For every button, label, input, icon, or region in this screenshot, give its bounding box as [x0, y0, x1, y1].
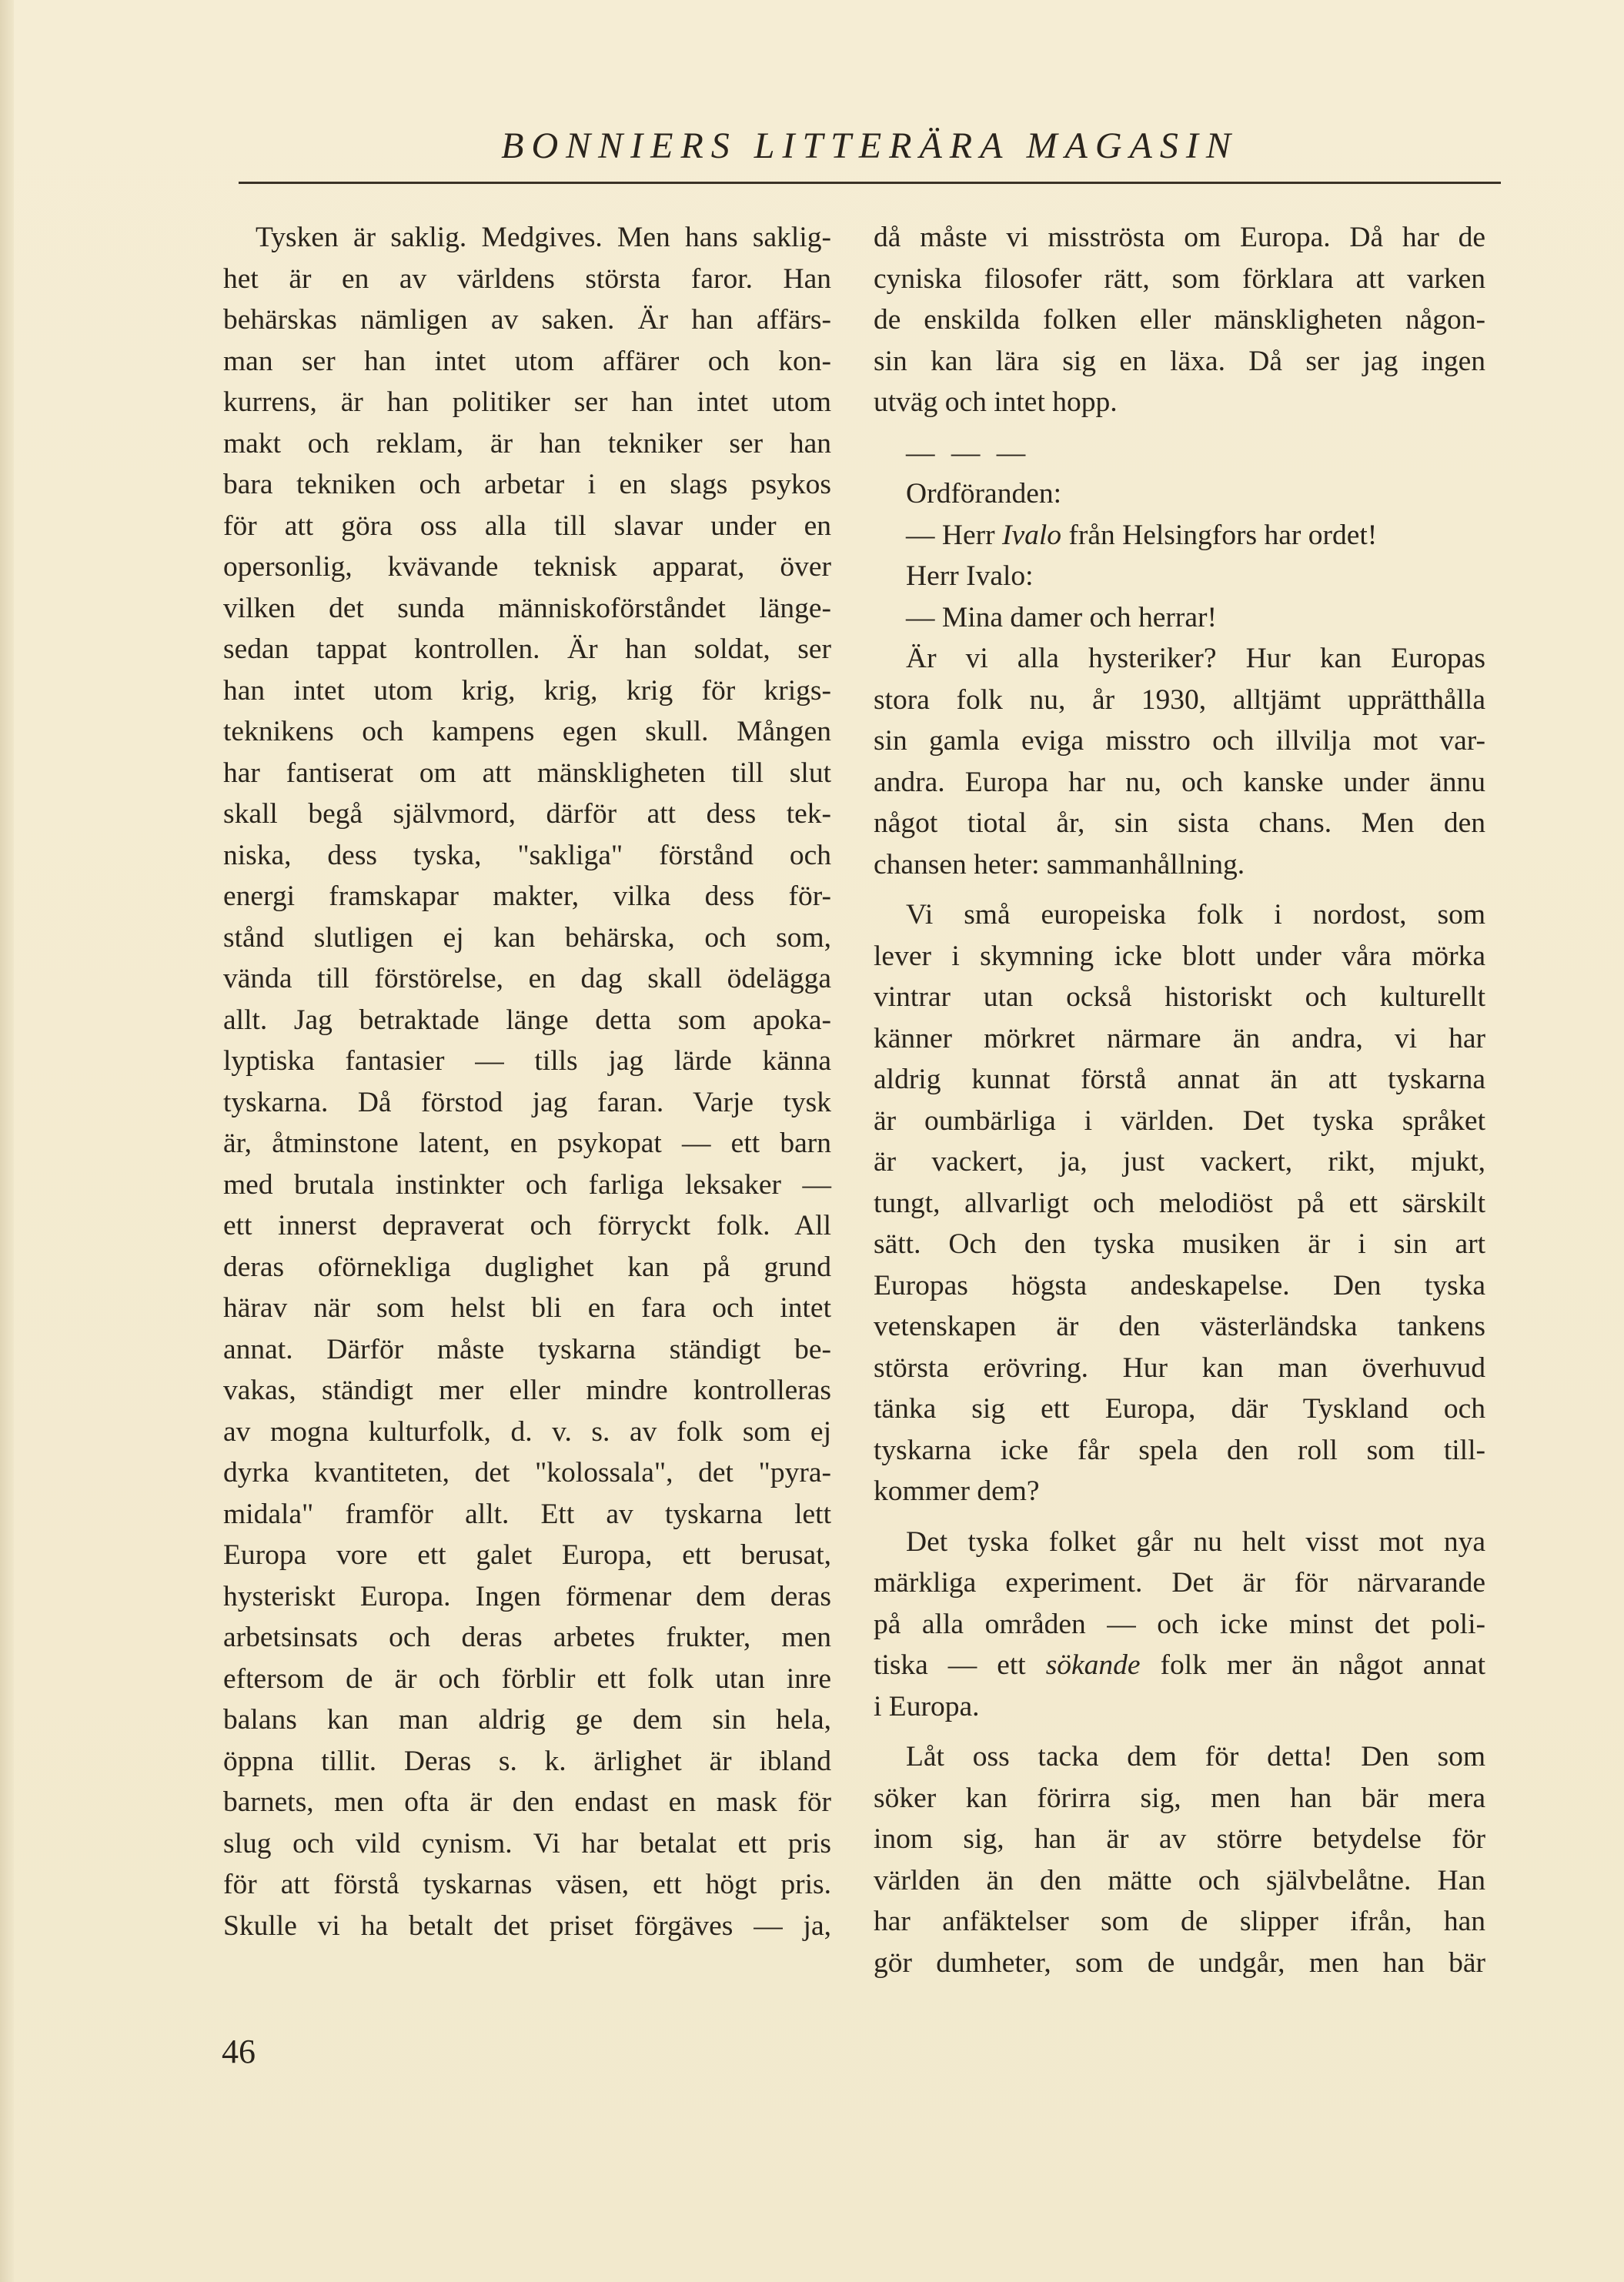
text-line: Europa vore ett galet Europa, ett berusat, [223, 1539, 831, 1571]
text-line: aldrig kunnat förstå annat än att tyskarna [874, 1064, 1485, 1095]
dash-separator: — — — [906, 436, 1031, 469]
paragraph-tacka [874, 1736, 1485, 1983]
text-line: största erövring. Hur kan man överhuvud [874, 1351, 1485, 1384]
text-line: balans kan man aldrig ge dem sin hela, [223, 1704, 831, 1736]
paragraph-continuation [874, 217, 1485, 423]
text-line: härav när som helst bli en fara och intet [223, 1292, 831, 1324]
text-line: stora folk nu, år 1930, alltjämt upprätthålla [874, 683, 1485, 716]
text-line: är vackert, ja, just vackert, rikt, mjukt, [874, 1146, 1485, 1178]
text-line: tungt, allvarligt och melodiöst på ett särskilt [874, 1187, 1485, 1219]
text-line: har anfäktelser som de slipper ifrån, han [874, 1906, 1485, 1937]
speaker-label-text: Herr Ivalo: [906, 560, 1034, 592]
text-line: vakas, ständigt mer eller mindre kontrolleras [223, 1375, 831, 1406]
speaker-greeting-text: — Mina damer och herrar! [906, 601, 1217, 633]
text-line: Är vi alla hysteriker? Hur kan Europas [906, 643, 1485, 674]
text-line: opersonlig, kvävande teknisk apparat, över [223, 551, 831, 583]
text-line: i Europa. [874, 1690, 980, 1722]
text-line: inom sig, han är av större betydelse för [874, 1823, 1485, 1855]
text-line: allt. Jag betraktade länge detta som apoka- [223, 1004, 831, 1036]
text-line: arbetsinsats och deras arbetes frukter, men [223, 1622, 831, 1653]
text-line: chansen heter: sammanhållning. [874, 848, 1245, 880]
page-edge-shadow [0, 0, 14, 2282]
magazine-title: BONNIERS LITTERÄRA MAGASIN [501, 125, 1238, 166]
text-line: skall begå självmord, därför att dess tek- [223, 798, 831, 830]
text-line: andra. Europa har nu, och kanske under ännu [874, 766, 1485, 798]
text-line: sätt. Och den tyska musiken är i sin art [874, 1228, 1485, 1260]
text-line: hysteriskt Europa. Ingen förmenar dem deras [223, 1580, 831, 1612]
text-line: för att göra oss alla till slavar under en [223, 510, 831, 542]
text-line: tänka sig ett Europa, där Tyskland och [874, 1393, 1485, 1425]
text-line: Tysken är saklig. Medgives. Men hans saklig- [256, 222, 831, 253]
paragraph-sma-folk [874, 894, 1485, 1512]
text-line: söker kan förirra sig, men han bär mera [874, 1782, 1485, 1814]
text-line: Skulle vi ha betalt det priset förgäves — ja, [223, 1909, 831, 1942]
text-line: dyrka kvantiteten, det "kolossala", det "pyra- [223, 1457, 831, 1488]
speaker-label [874, 556, 1485, 597]
text-line: sin gamla eviga misstro och illvilja mot var- [874, 725, 1485, 757]
text-line: av mogna kulturfolk, d. v. s. av folk som ej [223, 1415, 831, 1448]
chairman-line [874, 515, 1485, 556]
text-line: behärskas nämligen av saken. Är han affärs- [223, 304, 831, 336]
text-line: annat. Därför måste tyskarna ständigt be- [223, 1333, 831, 1365]
text-line: världen än den mätte och självbelåtne. Han [874, 1864, 1485, 1896]
text-line: Vi små europeiska folk i nordost, som [906, 899, 1485, 931]
text-line: midala" framför allt. Ett av tyskarna lett [223, 1498, 831, 1530]
paragraph-hysteriker [874, 638, 1485, 885]
text-line: är, åtminstone latent, en psykopat — ett barn [223, 1128, 831, 1159]
text-line: är oumbärliga i världen. Det tyska språket [874, 1104, 1485, 1137]
text-line: Låt oss tacka dem för detta! Den som [906, 1741, 1485, 1772]
chairman-line-prefix: — Herr [906, 519, 1002, 551]
text-line: Det tyska folket går nu helt visst mot nya [906, 1525, 1485, 1558]
italic-line-prefix: tiska — ett [874, 1649, 1046, 1681]
speaker-greeting [874, 597, 1485, 639]
text-line: bara tekniken och arbetar i en slags psykos [223, 469, 831, 500]
text-line: slug och vild cynism. Vi har betalat ett pris [223, 1827, 831, 1859]
paragraph-experiment [874, 1522, 1485, 1728]
text-line: niska, dess tyska, "sakliga" förstånd och [223, 839, 831, 871]
text-line: för att förstå tyskarnas väsen, ett högt pris. [223, 1869, 831, 1900]
text-line: lyptiska fantasier — tills jag lärde känna [223, 1045, 831, 1077]
text-line: gör dumheter, som de undgår, men han bär [874, 1946, 1485, 1979]
italic-line-suffix: folk mer än något annat [1140, 1649, 1485, 1681]
text-line: känner mörkret närmare än andra, vi har [874, 1022, 1485, 1054]
page-number: 46 [222, 2033, 256, 2070]
text-line: lever i skymning icke blott under våra mörka [874, 940, 1485, 972]
text-line-with-italic [874, 1645, 1485, 1686]
text-line: vända till förstörelse, en dag skall ödelägga [223, 963, 831, 994]
running-header [239, 123, 1501, 169]
text-line: cyniska filosofer rätt, som förklara att varken [874, 262, 1485, 295]
text-line: märkliga experiment. Det är för närvarande [874, 1567, 1485, 1599]
paragraph-tysken [223, 217, 831, 1946]
text-line: kurrens, är han politiker ser han intet utom [223, 386, 831, 418]
text-line: het är en av världens största faror. Han [223, 262, 831, 295]
text-line: öppna tillit. Deras s. k. ärlighet är ibland [223, 1745, 831, 1777]
text-line: kommer dem? [874, 1475, 1040, 1507]
header-rule [239, 182, 1501, 184]
text-line: med brutala instinkter och farliga leksaker — [223, 1168, 831, 1201]
text-line: makt och reklam, är han tekniker ser han [223, 427, 831, 459]
text-line: utväg och intet hopp. [874, 386, 1118, 418]
left-text-column [223, 217, 831, 1946]
text-line: de enskilda folken eller mänskligheten någon- [874, 304, 1485, 336]
text-line: man ser han intet utom affärer och kon- [223, 345, 831, 377]
text-line: barnets, men ofta är den endast en mask för [223, 1786, 831, 1818]
chairman-line-suffix: från Helsingfors har ordet! [1061, 519, 1378, 551]
italic-word-sokande: sökande [1045, 1649, 1141, 1681]
text-line: vetenskapen är den västerländska tankens [874, 1311, 1485, 1342]
speaker-name-italic: Ivalo [1001, 519, 1062, 551]
text-line: stånd slutligen ej kan behärska, och som, [223, 921, 831, 954]
text-line: har fantiserat om att mänskligheten till slut [223, 757, 831, 789]
right-text-column [874, 217, 1485, 1983]
text-line: sin kan lära sig en läxa. Då ser jag ingen [874, 345, 1485, 377]
text-line: vilken det sunda människoförståndet länge- [223, 592, 831, 624]
text-line: deras oförnekliga duglighet kan på grund [223, 1251, 831, 1283]
text-line: då måste vi misströsta om Europa. Då har de [874, 222, 1485, 253]
chairman-label-text: Ordföranden: [906, 478, 1062, 510]
text-line: Europas högsta andeskapelse. Den tyska [874, 1269, 1485, 1301]
section-separator [874, 433, 1485, 474]
text-line: tyskarna icke får spela den roll som till- [874, 1434, 1485, 1466]
text-line: på alla områden — och icke minst det poli- [874, 1608, 1485, 1640]
chairman-label [874, 473, 1485, 515]
text-line: tyskarna. Då förstod jag faran. Varje tysk [223, 1086, 831, 1118]
text-line: eftersom de är och förblir ett folk utan inre [223, 1662, 831, 1695]
text-line: teknikens och kampens egen skull. Mången [223, 716, 831, 747]
text-line: energi framskapar makter, vilka dess för- [223, 880, 831, 912]
text-line: han intet utom krig, krig, krig för krigs- [223, 674, 831, 707]
text-line: något tiotal år, sin sista chans. Men den [874, 807, 1485, 839]
text-line: ett innerst depraverat och förryckt folk. All [223, 1210, 831, 1241]
text-line: vintrar utan också historiskt och kulturellt [874, 981, 1485, 1013]
text-line: sedan tappat kontrollen. Är han soldat, ser [223, 633, 831, 665]
